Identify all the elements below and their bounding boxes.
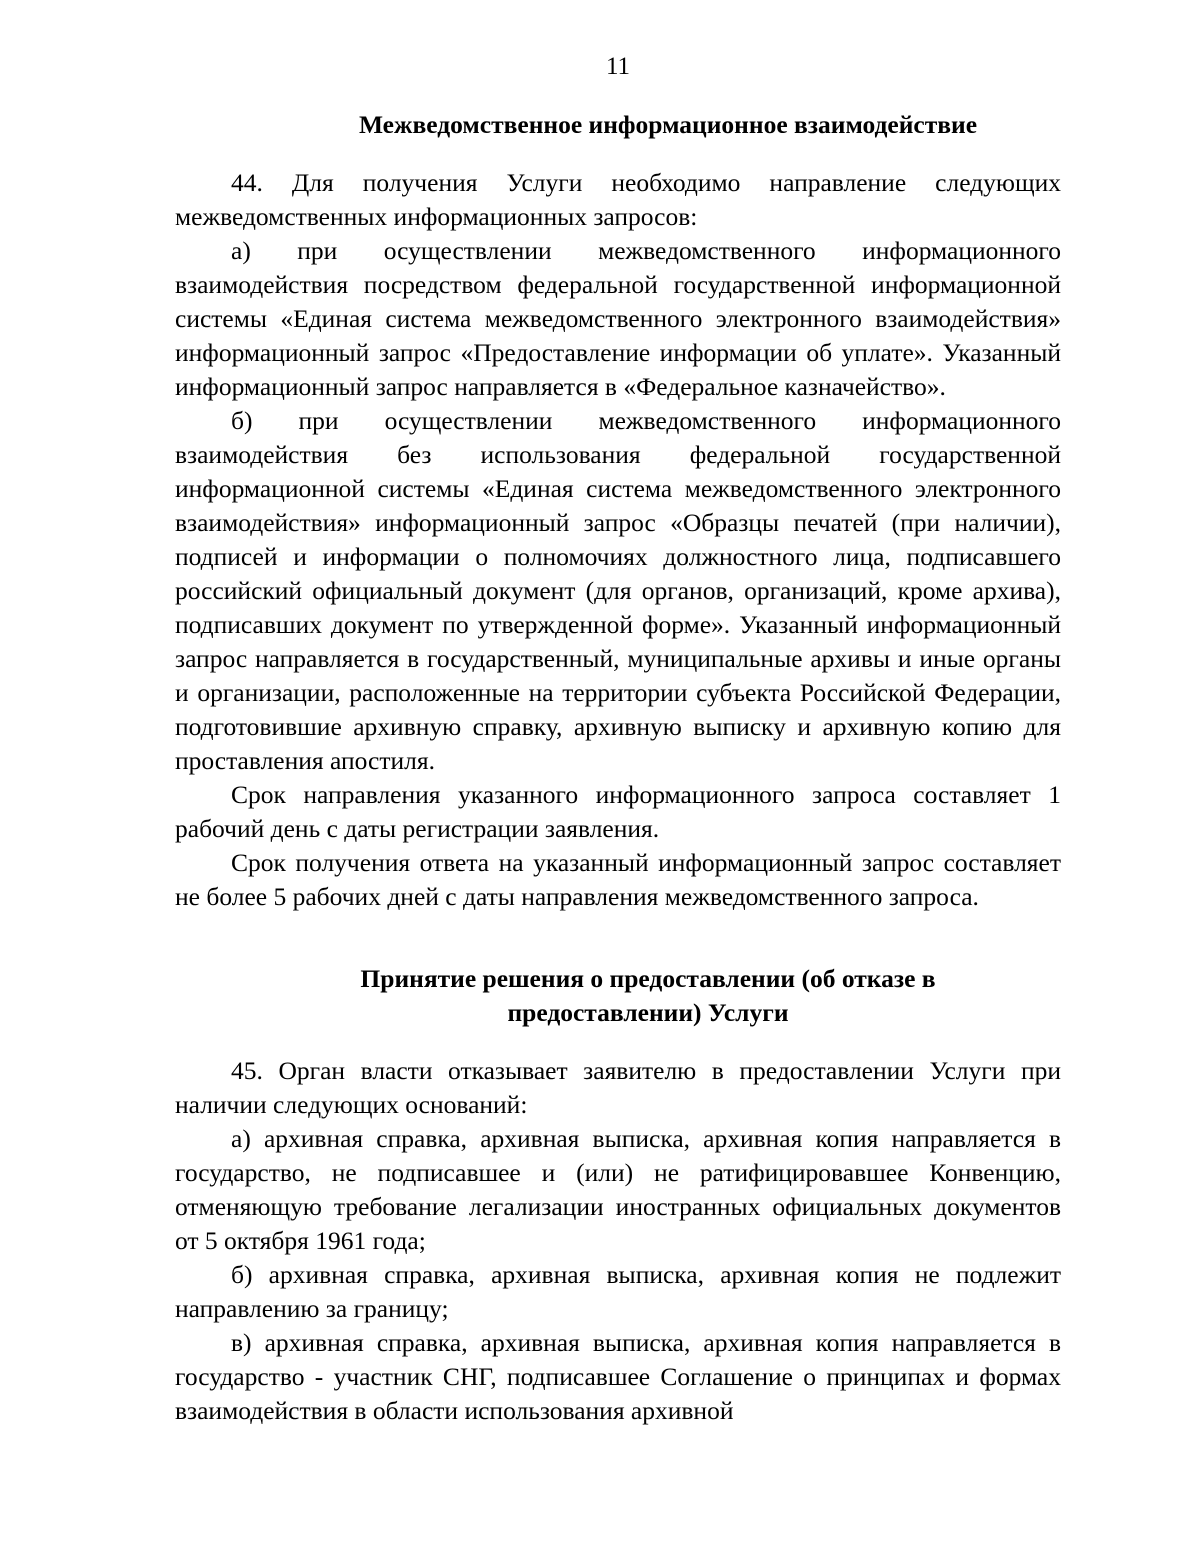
paragraph-45-v: в) архивная справка, архивная выписка, архивная копия направляется в государство - участник СНГ, подписавшее Соглашение о принципах и формах взаимодействия в области использования архивной xyxy=(175,1328,1061,1425)
section-heading-decision-line2: предоставлении) Услуги xyxy=(507,998,789,1027)
paragraph-request-deadline: Срок направления указанного информационного запроса составляет 1 рабочий день с даты регистрации заявления. xyxy=(175,780,1061,843)
paragraph-44-a: а) при осуществлении межведомственного информационного взаимодействия посредством федеральной государственной информационной системы «Единая система межведомственного электронного взаимодействия» информационный запрос «Предоставление информации об уплате». Указанный информационный запрос направляется в «Федеральное казначейство». xyxy=(175,236,1061,401)
paragraph-45-a: а) архивная справка, архивная выписка, архивная копия направляется в государство, не подписавшее и (или) не ратифицировавшее Конвенцию, отменяющую требование легализации иностранных официальных документов от 5 октября 1961 года; xyxy=(175,1124,1061,1255)
paragraph-44-b: б) при осуществлении межведомственного информационного взаимодействия без использования федеральной государственной информационной системы «Единая система межведомственного электронного взаимодействия» информационный запрос «Образцы печатей (при наличии), подписей и информации о полномочиях должностного лица, подписавшего российский официальный документ (для органов, организаций, кроме архива), подписавших документ по утвержденной форме». Указанный информационный запрос направляется в государственный, муниципальные архивы и иные органы и организации, расположенные на территории субъекта Российской Федерации, подготовившие архивную справку, архивную выписку и архивную копию для проставления апостиля. xyxy=(175,406,1061,775)
section-heading-decision xyxy=(175,962,1061,1030)
document-body xyxy=(175,108,1061,1428)
paragraph-45-b: б) архивная справка, архивная выписка, архивная копия не подлежит направлению за границу; xyxy=(175,1260,1061,1323)
paragraph-45: 45. Орган власти отказывает заявителю в предоставлении Услуги при наличии следующих оснований: xyxy=(175,1056,1061,1119)
section-heading-decision-line1: Принятие решения о предоставлении (об отказе в xyxy=(360,964,936,993)
paragraph-44: 44. Для получения Услуги необходимо направление следующих межведомственных информационных запросов: xyxy=(175,168,1061,231)
page-number: 11 xyxy=(605,53,631,80)
paragraph-response-deadline: Срок получения ответа на указанный информационный запрос составляет не более 5 рабочих дней с даты направления межведомственного запроса. xyxy=(175,848,1061,911)
section-heading-interagency: Межведомственное информационное взаимодействие xyxy=(358,110,978,139)
